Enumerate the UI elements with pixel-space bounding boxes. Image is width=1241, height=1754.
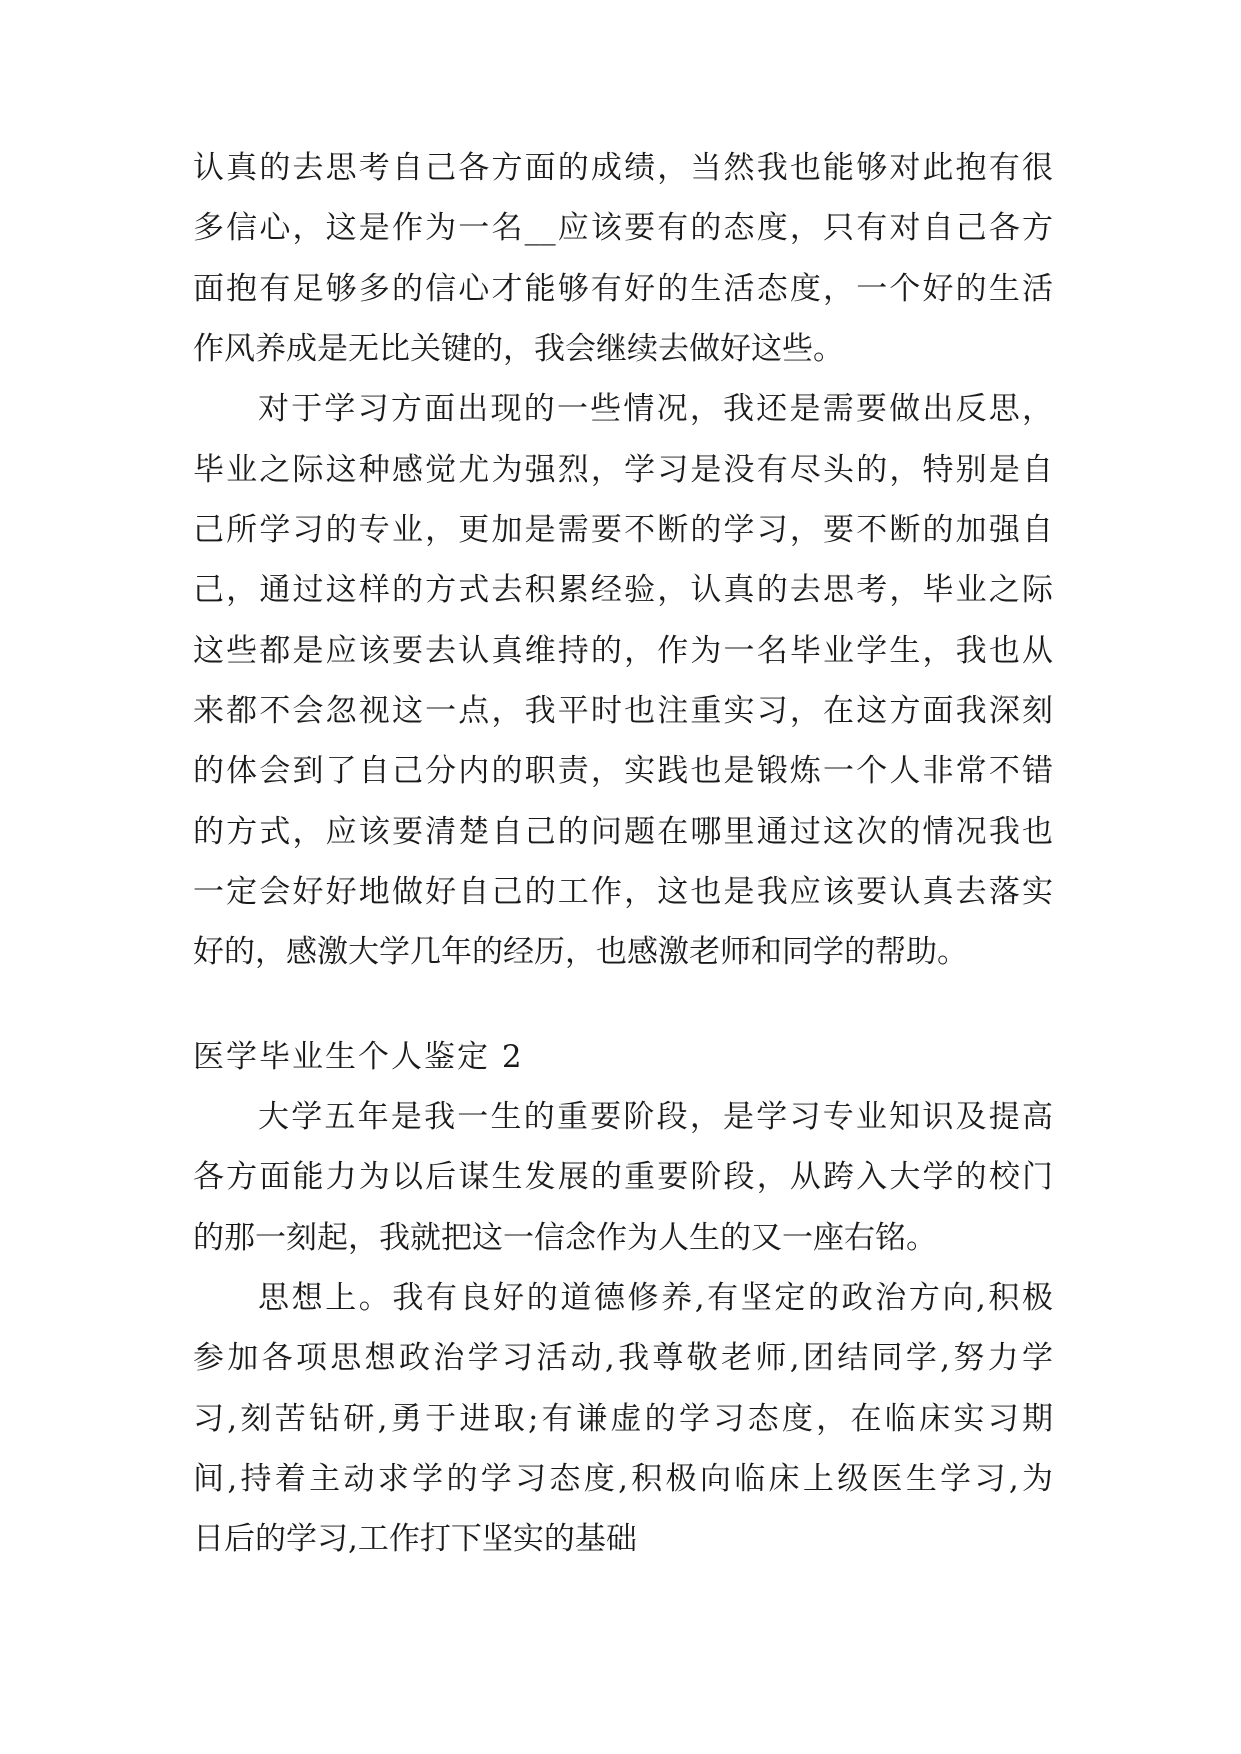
text-line: 一定会好好地做好自己的工作，这也是我应该要认真去落实	[193, 874, 1053, 910]
text-line: 己，通过这样的方式去积累经验，认真的去思考，毕业之际	[193, 572, 1053, 608]
text-line: 的那一刻起，我就把这一信念作为人生的又一座右铭。	[193, 1220, 937, 1256]
text-line: 毕业之际这种感觉尤为强烈，学习是没有尽头的，特别是自	[193, 452, 1053, 488]
text-line: 的方式，应该要清楚自己的问题在哪里通过这次的情况我也	[193, 814, 1053, 850]
text-line: 日后的学习,工作打下坚实的基础	[193, 1521, 637, 1557]
text-line: 习,刻苦钻研,勇于进取;有谦虚的学习态度，在临床实习期	[193, 1401, 1053, 1437]
section-heading: 医学毕业生个人鉴定 2	[193, 1039, 524, 1075]
text-line: 参加各项思想政治学习活动,我尊敬老师,团结同学,努力学	[193, 1340, 1053, 1376]
text-line: 好的，感激大学几年的经历，也感激老师和同学的帮助。	[193, 934, 968, 970]
text-line: 己所学习的专业，更加是需要不断的学习，要不断的加强自	[193, 512, 1053, 548]
text-line: 大学五年是我一生的重要阶段，是学习专业知识及提高	[258, 1099, 1053, 1135]
text-line: 认真的去思考自己各方面的成绩，当然我也能够对此抱有很	[193, 150, 1053, 186]
text-line: 多信心，这是作为一名__应该要有的态度，只有对自己各方	[193, 210, 1053, 246]
text-line: 思想上。我有良好的道德修养,有坚定的政治方向,积极	[258, 1280, 1053, 1316]
text-line: 对于学习方面出现的一些情况，我还是需要做出反思，	[258, 391, 1053, 427]
text-line: 的体会到了自己分内的职责，实践也是锻炼一个人非常不错	[193, 753, 1053, 789]
text-line: 来都不会忽视这一点，我平时也注重实习，在这方面我深刻	[193, 693, 1053, 729]
text-line: 间,持着主动求学的学习态度,积极向临床上级医生学习,为	[193, 1461, 1053, 1497]
text-line: 面抱有足够多的信心才能够有好的生活态度，一个好的生活	[193, 271, 1053, 307]
text-line: 作风养成是无比关键的，我会继续去做好这些。	[193, 331, 844, 367]
text-line: 各方面能力为以后谋生发展的重要阶段，从跨入大学的校门	[193, 1159, 1053, 1195]
text-line: 这些都是应该要去认真维持的，作为一名毕业学生，我也从	[193, 633, 1053, 669]
